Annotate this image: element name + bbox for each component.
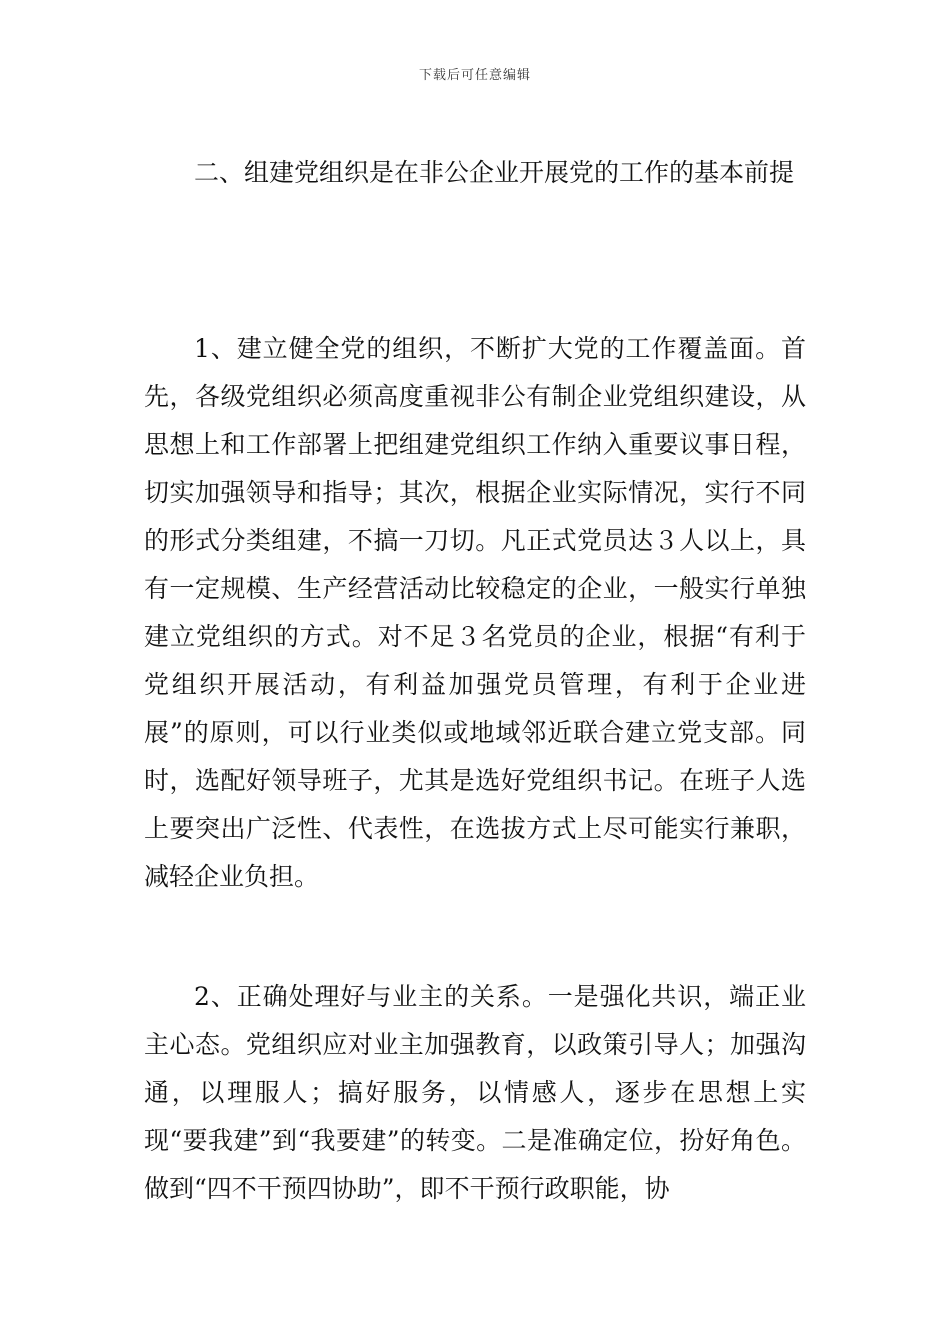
section-heading — [144, 149, 806, 197]
paragraph-1 — [144, 325, 806, 901]
paragraph-1-text: 1、建立健全党的组织，不断扩大党的工作覆盖面。首先，各级党组织必须高度重视非公有制企业党组织建设，从思想上和工作部署上把组建党组织工作纳入重要议事日程，切实加强领导和指导；其次，根据企业实际情况，实行不同的形式分类组建，不搞一刀切。凡正式党员达３人以上，具有一定规模、生产经营活动比较稳定的企业，一般实行单独建立党组织的方式。对不足３名党员的企业，根据“有利于党组织开展活动，有利益加强党员管理，有利于企业进展”的原则，可以行业类似或地域邻近联合建立党支部。同时，选配好领导班子，尤其是选好党组织书记。在班子人选上要突出广泛性、代表性，在选拔方式上尽可能实行兼职，减轻企业负担。 — [144, 334, 806, 891]
section-heading-text: 二、组建党组织是在非公企业开展党的工作的基本前提 — [194, 158, 795, 187]
paragraph-2 — [144, 973, 806, 1213]
paragraph-2-text: 2、正确处理好与业主的关系。一是强化共识，端正业主心态。党组织应对业主加强教育，以政策引导人；加强沟通，以理服人；搞好服务，以情感人，逐步在思想上实现“要我建”到“我要建”的转变。二是准确定位，扮好角色。做到“四不干预四协助”，即不干预行政职能，协 — [144, 982, 806, 1203]
header-note: 下载后可任意编辑 — [418, 68, 531, 83]
